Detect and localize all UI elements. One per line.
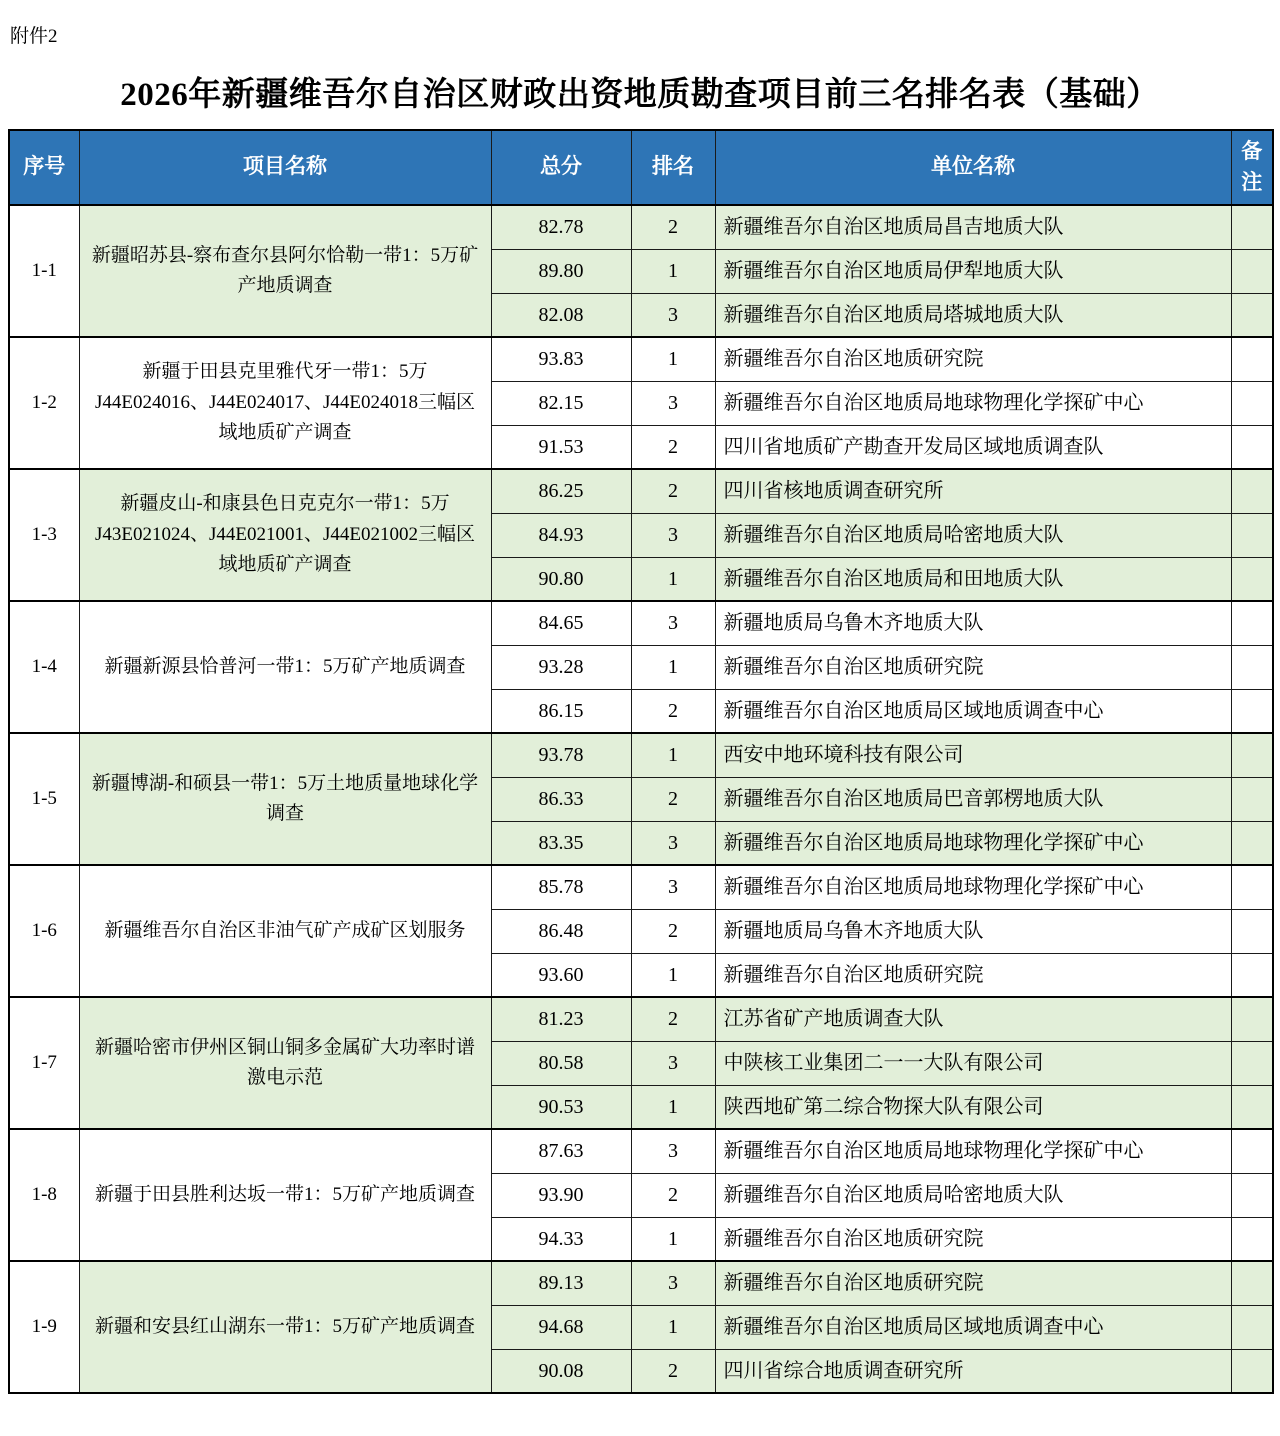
rank-cell: 2: [631, 777, 715, 821]
rank-cell: 3: [631, 1261, 715, 1305]
remark-cell: [1231, 1349, 1273, 1393]
score-cell: 90.53: [491, 1085, 631, 1129]
score-cell: 89.80: [491, 249, 631, 293]
project-name-cell: 新疆昭苏县-察布查尔县阿尔恰勒一带1：5万矿产地质调查: [79, 205, 491, 337]
rank-cell: 3: [631, 1129, 715, 1173]
score-cell: 80.58: [491, 1041, 631, 1085]
rank-cell: 1: [631, 645, 715, 689]
score-cell: 82.08: [491, 293, 631, 337]
header-row: [9, 130, 1273, 205]
unit-name-cell: 新疆维吾尔自治区地质局地球物理化学探矿中心: [715, 1129, 1231, 1173]
remark-cell: [1231, 777, 1273, 821]
remark-cell: [1231, 513, 1273, 557]
remark-cell: [1231, 689, 1273, 733]
project-name-cell: 新疆于田县克里雅代牙一带1：5万J44E024016、J44E024017、J44E024018三幅区域地质矿产调查: [79, 337, 491, 469]
unit-name-cell: 西安中地环境科技有限公司: [715, 733, 1231, 777]
remark-cell: [1231, 645, 1273, 689]
remark-cell: [1231, 1261, 1273, 1305]
remark-cell: [1231, 1041, 1273, 1085]
project-name-cell: 新疆维吾尔自治区非油气矿产成矿区划服务: [79, 865, 491, 997]
table-row: [9, 865, 1273, 909]
score-cell: 93.83: [491, 337, 631, 381]
unit-name-cell: 新疆维吾尔自治区地质局昌吉地质大队: [715, 205, 1231, 249]
table-row: [9, 733, 1273, 777]
unit-name-cell: 新疆维吾尔自治区地质局地球物理化学探矿中心: [715, 381, 1231, 425]
table-row: [9, 469, 1273, 513]
remark-cell: [1231, 205, 1273, 249]
unit-name-cell: 陕西地矿第二综合物探大队有限公司: [715, 1085, 1231, 1129]
unit-name-cell: 新疆维吾尔自治区地质局和田地质大队: [715, 557, 1231, 601]
score-cell: 89.13: [491, 1261, 631, 1305]
rank-cell: 2: [631, 689, 715, 733]
score-cell: 93.90: [491, 1173, 631, 1217]
row-index-cell: 1-5: [9, 733, 79, 865]
remark-cell: [1231, 1173, 1273, 1217]
unit-name-cell: 新疆维吾尔自治区地质局哈密地质大队: [715, 1173, 1231, 1217]
score-cell: 93.78: [491, 733, 631, 777]
rank-cell: 3: [631, 821, 715, 865]
score-cell: 82.78: [491, 205, 631, 249]
rank-cell: 2: [631, 469, 715, 513]
table-body: [9, 205, 1273, 1393]
score-cell: 81.23: [491, 997, 631, 1041]
score-cell: 85.78: [491, 865, 631, 909]
score-cell: 87.63: [491, 1129, 631, 1173]
remark-cell: [1231, 821, 1273, 865]
unit-name-cell: 新疆维吾尔自治区地质局地球物理化学探矿中心: [715, 865, 1231, 909]
rank-cell: 3: [631, 381, 715, 425]
remark-cell: [1231, 1305, 1273, 1349]
rank-cell: 1: [631, 1305, 715, 1349]
unit-name-cell: 江苏省矿产地质调查大队: [715, 997, 1231, 1041]
row-index-cell: 1-9: [9, 1261, 79, 1393]
row-index-cell: 1-3: [9, 469, 79, 601]
rank-cell: 2: [631, 205, 715, 249]
remark-cell: [1231, 601, 1273, 645]
score-cell: 86.15: [491, 689, 631, 733]
table-row: [9, 205, 1273, 249]
project-name-cell: 新疆皮山-和康县色日克克尔一带1：5万J43E021024、J44E021001、J44E021002三幅区域地质矿产调查: [79, 469, 491, 601]
attachment-label: 附件2: [10, 26, 58, 47]
remark-cell: [1231, 997, 1273, 1041]
unit-name-cell: 新疆维吾尔自治区地质局巴音郭楞地质大队: [715, 777, 1231, 821]
unit-name-cell: 新疆维吾尔自治区地质研究院: [715, 1217, 1231, 1261]
unit-name-cell: 中陕核工业集团二一一大队有限公司: [715, 1041, 1231, 1085]
unit-name-cell: 新疆地质局乌鲁木齐地质大队: [715, 601, 1231, 645]
score-cell: 94.33: [491, 1217, 631, 1261]
project-name-cell: 新疆哈密市伊州区铜山铜多金属矿大功率时谱激电示范: [79, 997, 491, 1129]
rank-cell: 1: [631, 733, 715, 777]
remark-cell: [1231, 733, 1273, 777]
row-index-cell: 1-8: [9, 1129, 79, 1261]
remark-cell: [1231, 1085, 1273, 1129]
row-index-cell: 1-1: [9, 205, 79, 337]
remark-cell: [1231, 425, 1273, 469]
unit-name-cell: 新疆地质局乌鲁木齐地质大队: [715, 909, 1231, 953]
unit-name-cell: 新疆维吾尔自治区地质研究院: [715, 953, 1231, 997]
header-rank: 排名: [631, 130, 715, 205]
table-row: [9, 997, 1273, 1041]
unit-name-cell: 四川省核地质调查研究所: [715, 469, 1231, 513]
score-cell: 84.65: [491, 601, 631, 645]
row-index-cell: 1-4: [9, 601, 79, 733]
unit-name-cell: 新疆维吾尔自治区地质局塔城地质大队: [715, 293, 1231, 337]
remark-cell: [1231, 249, 1273, 293]
ranking-table: [8, 129, 1274, 1394]
header-remark: 备注: [1231, 130, 1273, 205]
unit-name-cell: 四川省地质矿产勘查开发局区域地质调查队: [715, 425, 1231, 469]
unit-name-cell: 新疆维吾尔自治区地质局哈密地质大队: [715, 513, 1231, 557]
table-row: [9, 337, 1273, 381]
rank-cell: 1: [631, 1085, 715, 1129]
remark-cell: [1231, 381, 1273, 425]
rank-cell: 3: [631, 513, 715, 557]
rank-cell: 2: [631, 909, 715, 953]
row-index-cell: 1-2: [9, 337, 79, 469]
score-cell: 86.25: [491, 469, 631, 513]
project-name-cell: 新疆于田县胜利达坂一带1：5万矿产地质调查: [79, 1129, 491, 1261]
remark-cell: [1231, 469, 1273, 513]
unit-name-cell: 新疆维吾尔自治区地质局地球物理化学探矿中心: [715, 821, 1231, 865]
row-index-cell: 1-6: [9, 865, 79, 997]
rank-cell: 2: [631, 1173, 715, 1217]
score-cell: 84.93: [491, 513, 631, 557]
project-name-cell: 新疆新源县恰普河一带1：5万矿产地质调查: [79, 601, 491, 733]
table-row: [9, 1261, 1273, 1305]
table-row: [9, 601, 1273, 645]
score-cell: 93.60: [491, 953, 631, 997]
remark-cell: [1231, 953, 1273, 997]
unit-name-cell: 新疆维吾尔自治区地质局区域地质调查中心: [715, 689, 1231, 733]
rank-cell: 1: [631, 953, 715, 997]
score-cell: 82.15: [491, 381, 631, 425]
score-cell: 91.53: [491, 425, 631, 469]
rank-cell: 3: [631, 601, 715, 645]
unit-name-cell: 新疆维吾尔自治区地质局区域地质调查中心: [715, 1305, 1231, 1349]
rank-cell: 3: [631, 865, 715, 909]
header-score: 总分: [491, 130, 631, 205]
unit-name-cell: 新疆维吾尔自治区地质研究院: [715, 645, 1231, 689]
rank-cell: 2: [631, 1349, 715, 1393]
remark-cell: [1231, 337, 1273, 381]
remark-cell: [1231, 293, 1273, 337]
rank-cell: 1: [631, 1217, 715, 1261]
table-row: [9, 1129, 1273, 1173]
score-cell: 90.80: [491, 557, 631, 601]
remark-cell: [1231, 1129, 1273, 1173]
score-cell: 86.48: [491, 909, 631, 953]
project-name-cell: 新疆博湖-和硕县一带1：5万土地质量地球化学调查: [79, 733, 491, 865]
page-title: 2026年新疆维吾尔自治区财政出资地质勘查项目前三名排名表（基础）: [120, 76, 1160, 113]
unit-name-cell: 新疆维吾尔自治区地质研究院: [715, 337, 1231, 381]
rank-cell: 3: [631, 293, 715, 337]
rank-cell: 1: [631, 557, 715, 601]
header-index: 序号: [9, 130, 79, 205]
header-project: 项目名称: [79, 130, 491, 205]
header-unit: 单位名称: [715, 130, 1231, 205]
score-cell: 90.08: [491, 1349, 631, 1393]
remark-cell: [1231, 1217, 1273, 1261]
score-cell: 94.68: [491, 1305, 631, 1349]
score-cell: 83.35: [491, 821, 631, 865]
unit-name-cell: 新疆维吾尔自治区地质研究院: [715, 1261, 1231, 1305]
remark-cell: [1231, 909, 1273, 953]
unit-name-cell: 四川省综合地质调查研究所: [715, 1349, 1231, 1393]
score-cell: 93.28: [491, 645, 631, 689]
unit-name-cell: 新疆维吾尔自治区地质局伊犁地质大队: [715, 249, 1231, 293]
remark-cell: [1231, 865, 1273, 909]
rank-cell: 2: [631, 425, 715, 469]
rank-cell: 3: [631, 1041, 715, 1085]
row-index-cell: 1-7: [9, 997, 79, 1129]
rank-cell: 1: [631, 249, 715, 293]
score-cell: 86.33: [491, 777, 631, 821]
remark-cell: [1231, 557, 1273, 601]
project-name-cell: 新疆和安县红山湖东一带1：5万矿产地质调查: [79, 1261, 491, 1393]
rank-cell: 1: [631, 337, 715, 381]
rank-cell: 2: [631, 997, 715, 1041]
